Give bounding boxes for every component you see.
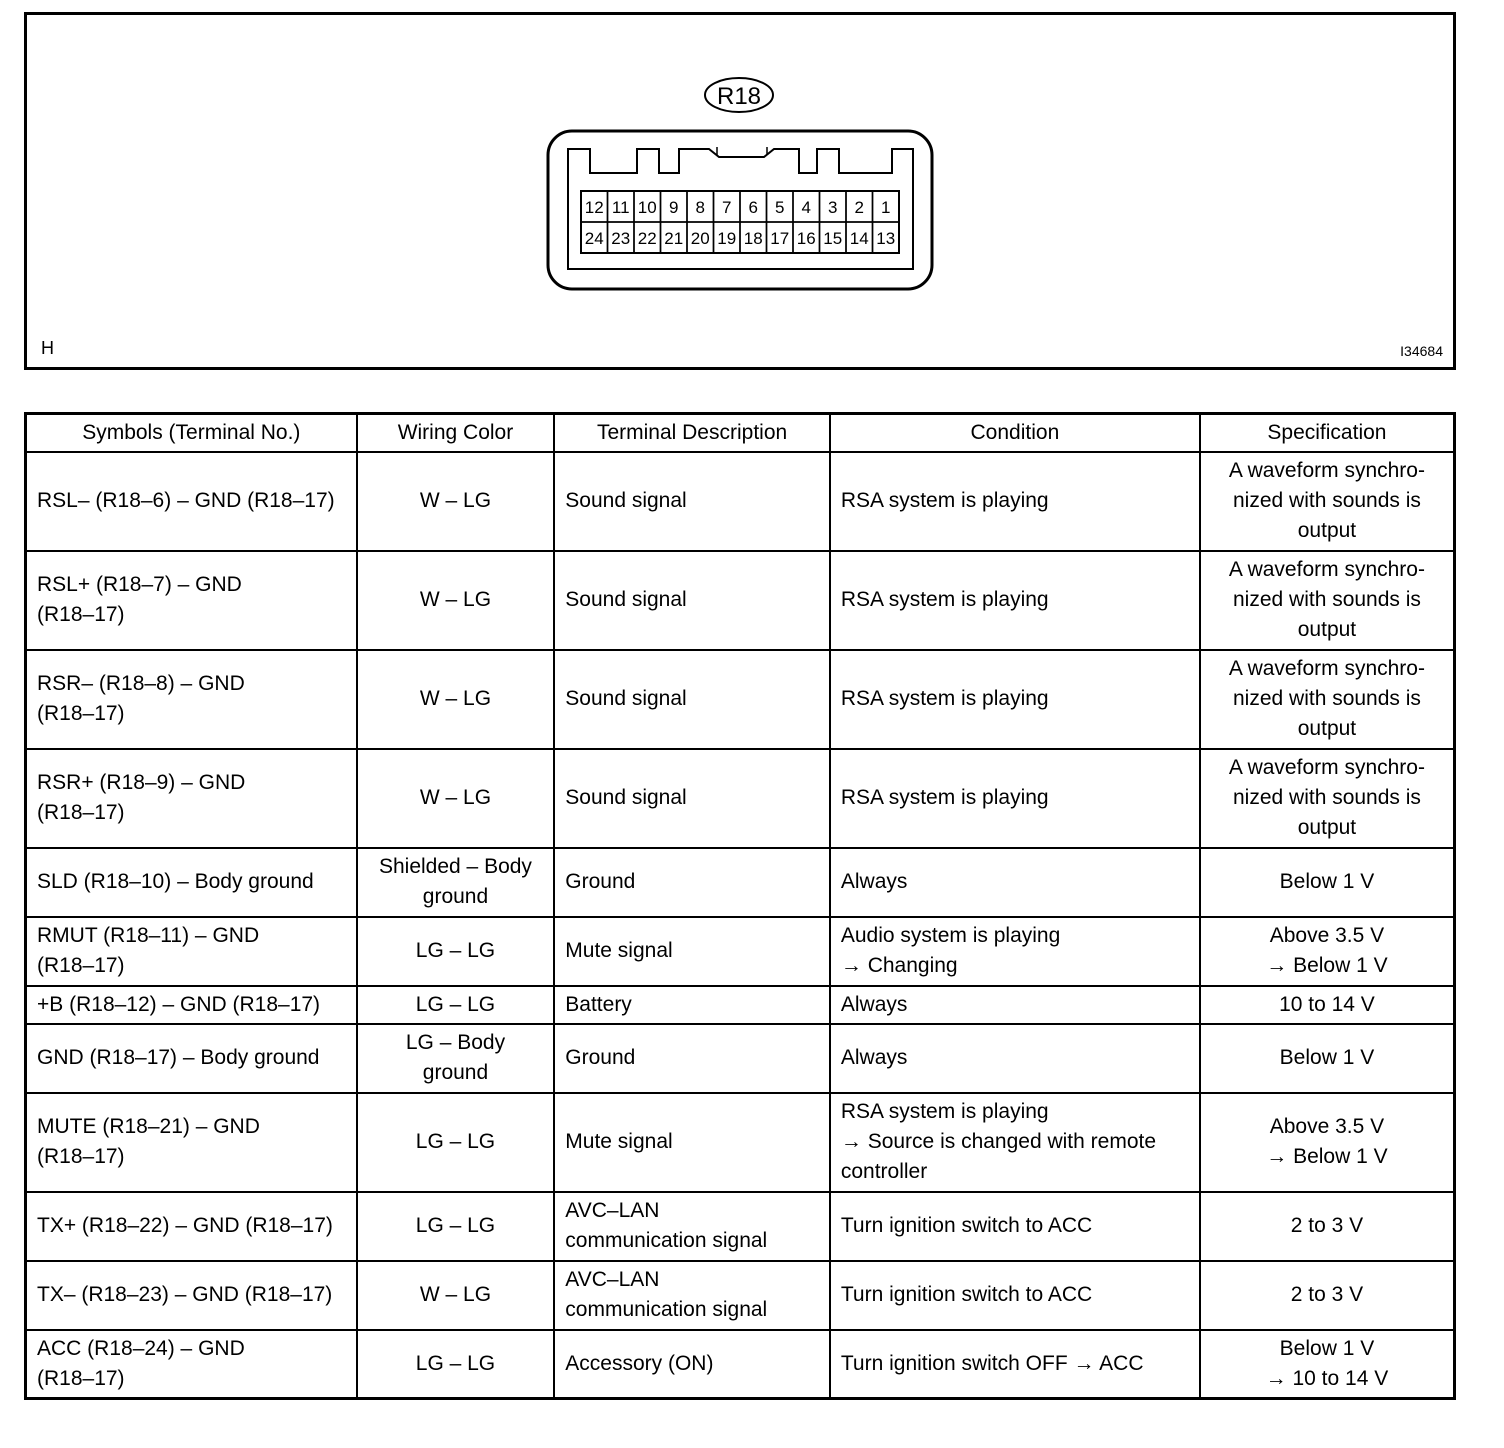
cell-terminal-description-text: AVC–LAN communication signal	[565, 1268, 768, 1321]
terminal-grid	[581, 191, 899, 253]
cell-condition-text: RSA system is playing → Source is changed with remote controller	[840, 1100, 1157, 1183]
cell-wiring-color	[357, 749, 555, 848]
cell-specification-text: 10 to 14 V	[1279, 992, 1375, 1016]
terminal-number: 13	[876, 229, 896, 248]
cell-terminal-description	[554, 917, 830, 986]
cell-symbol	[26, 1024, 357, 1093]
header-wiring-color: Wiring Color	[357, 414, 555, 452]
cell-condition	[830, 650, 1200, 749]
cell-specification-text: Below 1 V → 10 to 14 V	[1265, 1336, 1389, 1390]
cell-condition-text: Always	[840, 870, 908, 893]
header-specification: Specification	[1200, 414, 1455, 452]
terminal-number: 19	[717, 229, 737, 248]
cell-wiring-color-text: W – LG	[419, 588, 492, 611]
terminal-number: 7	[722, 198, 732, 217]
cell-symbol-text: RSR– (R18–8) – GND (R18–17)	[37, 672, 245, 725]
cell-condition-text: RSA system is playing	[840, 588, 1049, 611]
connector-diagram	[24, 12, 1456, 370]
cell-terminal-description-text: Sound signal	[565, 489, 687, 512]
cell-symbol-text: TX– (R18–23) – GND (R18–17)	[37, 1283, 333, 1306]
cell-specification	[1200, 1024, 1455, 1093]
cell-terminal-description-text: Ground	[565, 1046, 636, 1069]
terminal-spec-table	[24, 412, 1456, 1400]
cell-specification	[1200, 1093, 1455, 1192]
cell-wiring-color	[357, 452, 555, 551]
terminal-number: 12	[584, 198, 604, 217]
cell-symbol	[26, 917, 357, 986]
cell-condition-text: Turn ignition switch to ACC	[840, 1214, 1093, 1237]
cell-specification-text: A waveform synchro- nized with sounds is output	[1228, 459, 1425, 542]
cell-terminal-description	[554, 1093, 830, 1192]
connector-drawing	[27, 15, 1453, 367]
cell-wiring-color-text: LG – Body ground	[405, 1031, 506, 1084]
cell-symbol-text: RSL– (R18–6) – GND (R18–17)	[37, 489, 335, 512]
terminal-number: 14	[849, 229, 869, 248]
cell-terminal-description-text: Sound signal	[565, 786, 687, 809]
cell-terminal-description	[554, 848, 830, 917]
cell-specification	[1200, 749, 1455, 848]
cell-symbol-text: GND (R18–17) – Body ground	[37, 1046, 320, 1069]
connector-label: R18	[716, 83, 762, 110]
cell-specification-text: A waveform synchro- nized with sounds is output	[1228, 756, 1425, 839]
terminal-number: 5	[775, 198, 785, 217]
cell-condition	[830, 1261, 1200, 1330]
cell-symbol-text: RSR+ (R18–9) – GND (R18–17)	[37, 771, 246, 824]
cell-symbol	[26, 848, 357, 917]
cell-terminal-description	[554, 650, 830, 749]
cell-condition	[830, 1330, 1200, 1399]
connector-key	[717, 147, 767, 155]
cell-symbol-text: RSL+ (R18–7) – GND (R18–17)	[37, 573, 242, 626]
cell-condition	[830, 986, 1200, 1024]
cell-terminal-description-text: Accessory (ON)	[565, 1351, 714, 1375]
cell-specification-text: Below 1 V	[1279, 1046, 1375, 1069]
cell-wiring-color	[357, 1024, 555, 1093]
cell-symbol-text: TX+ (R18–22) – GND (R18–17)	[37, 1214, 333, 1237]
cell-terminal-description	[554, 452, 830, 551]
cell-specification	[1200, 1330, 1455, 1399]
terminal-number: 6	[748, 198, 758, 217]
cell-symbol-text: RMUT (R18–11) – GND (R18–17)	[37, 924, 260, 977]
cell-wiring-color-text: LG – LG	[415, 1214, 496, 1237]
table-row	[26, 1093, 1455, 1192]
table-row	[26, 917, 1455, 986]
table-row	[26, 986, 1455, 1024]
cell-specification	[1200, 650, 1455, 749]
cell-terminal-description-text: Mute signal	[565, 939, 673, 962]
cell-symbol	[26, 650, 357, 749]
cell-terminal-description	[554, 986, 830, 1024]
cell-wiring-color	[357, 650, 555, 749]
table-row	[26, 1024, 1455, 1093]
cell-terminal-description-text: AVC–LAN communication signal	[565, 1199, 768, 1252]
cell-condition	[830, 917, 1200, 986]
table-row	[26, 1192, 1455, 1261]
cell-wiring-color	[357, 848, 555, 917]
cell-condition-text: Audio system is playing → Changing	[840, 924, 1061, 977]
terminal-number: 2	[854, 198, 864, 217]
terminal-number: 1	[881, 198, 891, 217]
cell-condition	[830, 848, 1200, 917]
cell-condition	[830, 1024, 1200, 1093]
cell-specification-text: Above 3.5 V → Below 1 V	[1266, 1115, 1388, 1168]
table-row	[26, 749, 1455, 848]
cell-condition-text: RSA system is playing	[840, 786, 1049, 809]
cell-specification	[1200, 1261, 1455, 1330]
terminal-number: 8	[695, 198, 705, 217]
table-header-row	[26, 414, 1455, 452]
table-row	[26, 1261, 1455, 1330]
header-terminal-description: Terminal Description	[554, 414, 830, 452]
terminal-number: 4	[801, 198, 811, 217]
terminal-number: 24	[584, 229, 604, 248]
cell-specification-text: A waveform synchro- nized with sounds is output	[1228, 657, 1425, 740]
cell-symbol-text: MUTE (R18–21) – GND (R18–17)	[37, 1115, 260, 1168]
cell-terminal-description	[554, 1261, 830, 1330]
cell-symbol	[26, 551, 357, 650]
cell-wiring-color-text: LG – LG	[415, 992, 496, 1016]
cell-wiring-color-text: W – LG	[419, 786, 492, 809]
cell-symbol	[26, 986, 357, 1024]
table-row	[26, 551, 1455, 650]
cell-wiring-color	[357, 986, 555, 1024]
cell-wiring-color	[357, 1093, 555, 1192]
cell-wiring-color-text: W – LG	[419, 489, 492, 512]
cell-condition	[830, 1093, 1200, 1192]
terminal-number: 11	[611, 198, 630, 217]
cell-wiring-color-text: Shielded – Body ground	[378, 855, 532, 908]
cell-specification-text: Above 3.5 V → Below 1 V	[1266, 924, 1388, 977]
table-row	[26, 1330, 1455, 1399]
cell-symbol-text: SLD (R18–10) – Body ground	[37, 870, 314, 893]
cell-symbol	[26, 749, 357, 848]
table-row	[26, 452, 1455, 551]
cell-specification	[1200, 986, 1455, 1024]
terminal-number: 18	[743, 229, 763, 248]
cell-terminal-description	[554, 1330, 830, 1399]
terminal-number: 15	[823, 229, 843, 248]
terminal-number: 21	[664, 229, 684, 248]
corner-mark: H	[41, 338, 54, 358]
cell-symbol-text: ACC (R18–24) – GND (R18–17)	[37, 1336, 245, 1390]
cell-condition-text: Turn ignition switch OFF → ACC	[840, 1351, 1144, 1375]
cell-condition-text: RSA system is playing	[840, 687, 1049, 710]
header-symbols: Symbols (Terminal No.)	[26, 414, 357, 452]
cell-terminal-description-text: Sound signal	[565, 588, 687, 611]
cell-symbol	[26, 1261, 357, 1330]
cell-wiring-color-text: W – LG	[419, 1283, 492, 1306]
terminal-number: 9	[669, 198, 679, 217]
cell-specification-text: Below 1 V	[1279, 870, 1375, 893]
terminal-number: 16	[796, 229, 816, 248]
cell-specification-text: A waveform synchro- nized with sounds is output	[1228, 558, 1425, 641]
cell-symbol	[26, 1192, 357, 1261]
cell-specification	[1200, 917, 1455, 986]
table-row	[26, 650, 1455, 749]
cell-specification-text: 2 to 3 V	[1290, 1283, 1364, 1306]
terminal-number: 20	[690, 229, 710, 248]
cell-condition-text: Always	[840, 1046, 908, 1069]
cell-condition-text: Turn ignition switch to ACC	[840, 1283, 1093, 1306]
cell-wiring-color	[357, 1261, 555, 1330]
cell-condition	[830, 551, 1200, 650]
cell-terminal-description	[554, 1024, 830, 1093]
cell-terminal-description-text: Battery	[565, 992, 632, 1016]
cell-specification	[1200, 551, 1455, 650]
cell-wiring-color	[357, 1330, 555, 1399]
cell-terminal-description	[554, 551, 830, 650]
cell-wiring-color	[357, 551, 555, 650]
terminal-number: 10	[637, 198, 657, 217]
cell-symbol	[26, 452, 357, 551]
cell-symbol	[26, 1330, 357, 1399]
cell-wiring-color	[357, 1192, 555, 1261]
cell-terminal-description-text: Mute signal	[565, 1130, 673, 1153]
cell-condition-text: RSA system is playing	[840, 489, 1049, 512]
figure-id: I34684	[1400, 343, 1443, 359]
cell-specification	[1200, 848, 1455, 917]
cell-terminal-description	[554, 749, 830, 848]
header-condition: Condition	[830, 414, 1200, 452]
terminal-number: 23	[611, 229, 631, 248]
terminal-number: 3	[828, 198, 838, 217]
cell-condition	[830, 1192, 1200, 1261]
terminal-number: 22	[637, 229, 657, 248]
cell-specification	[1200, 1192, 1455, 1261]
cell-terminal-description-text: Sound signal	[565, 687, 687, 710]
cell-specification-text: 2 to 3 V	[1290, 1214, 1364, 1237]
cell-symbol	[26, 1093, 357, 1192]
cell-condition	[830, 749, 1200, 848]
table-row	[26, 848, 1455, 917]
cell-condition	[830, 452, 1200, 551]
terminal-number: 17	[770, 229, 790, 248]
cell-terminal-description	[554, 1192, 830, 1261]
cell-wiring-color-text: LG – LG	[415, 1130, 496, 1153]
cell-wiring-color-text: LG – LG	[415, 1351, 496, 1375]
cell-terminal-description-text: Ground	[565, 870, 636, 893]
cell-wiring-color-text: LG – LG	[415, 939, 496, 962]
cell-wiring-color	[357, 917, 555, 986]
cell-specification	[1200, 452, 1455, 551]
cell-condition-text: Always	[840, 992, 908, 1016]
cell-wiring-color-text: W – LG	[419, 687, 492, 710]
cell-symbol-text: +B (R18–12) – GND (R18–17)	[37, 992, 321, 1016]
